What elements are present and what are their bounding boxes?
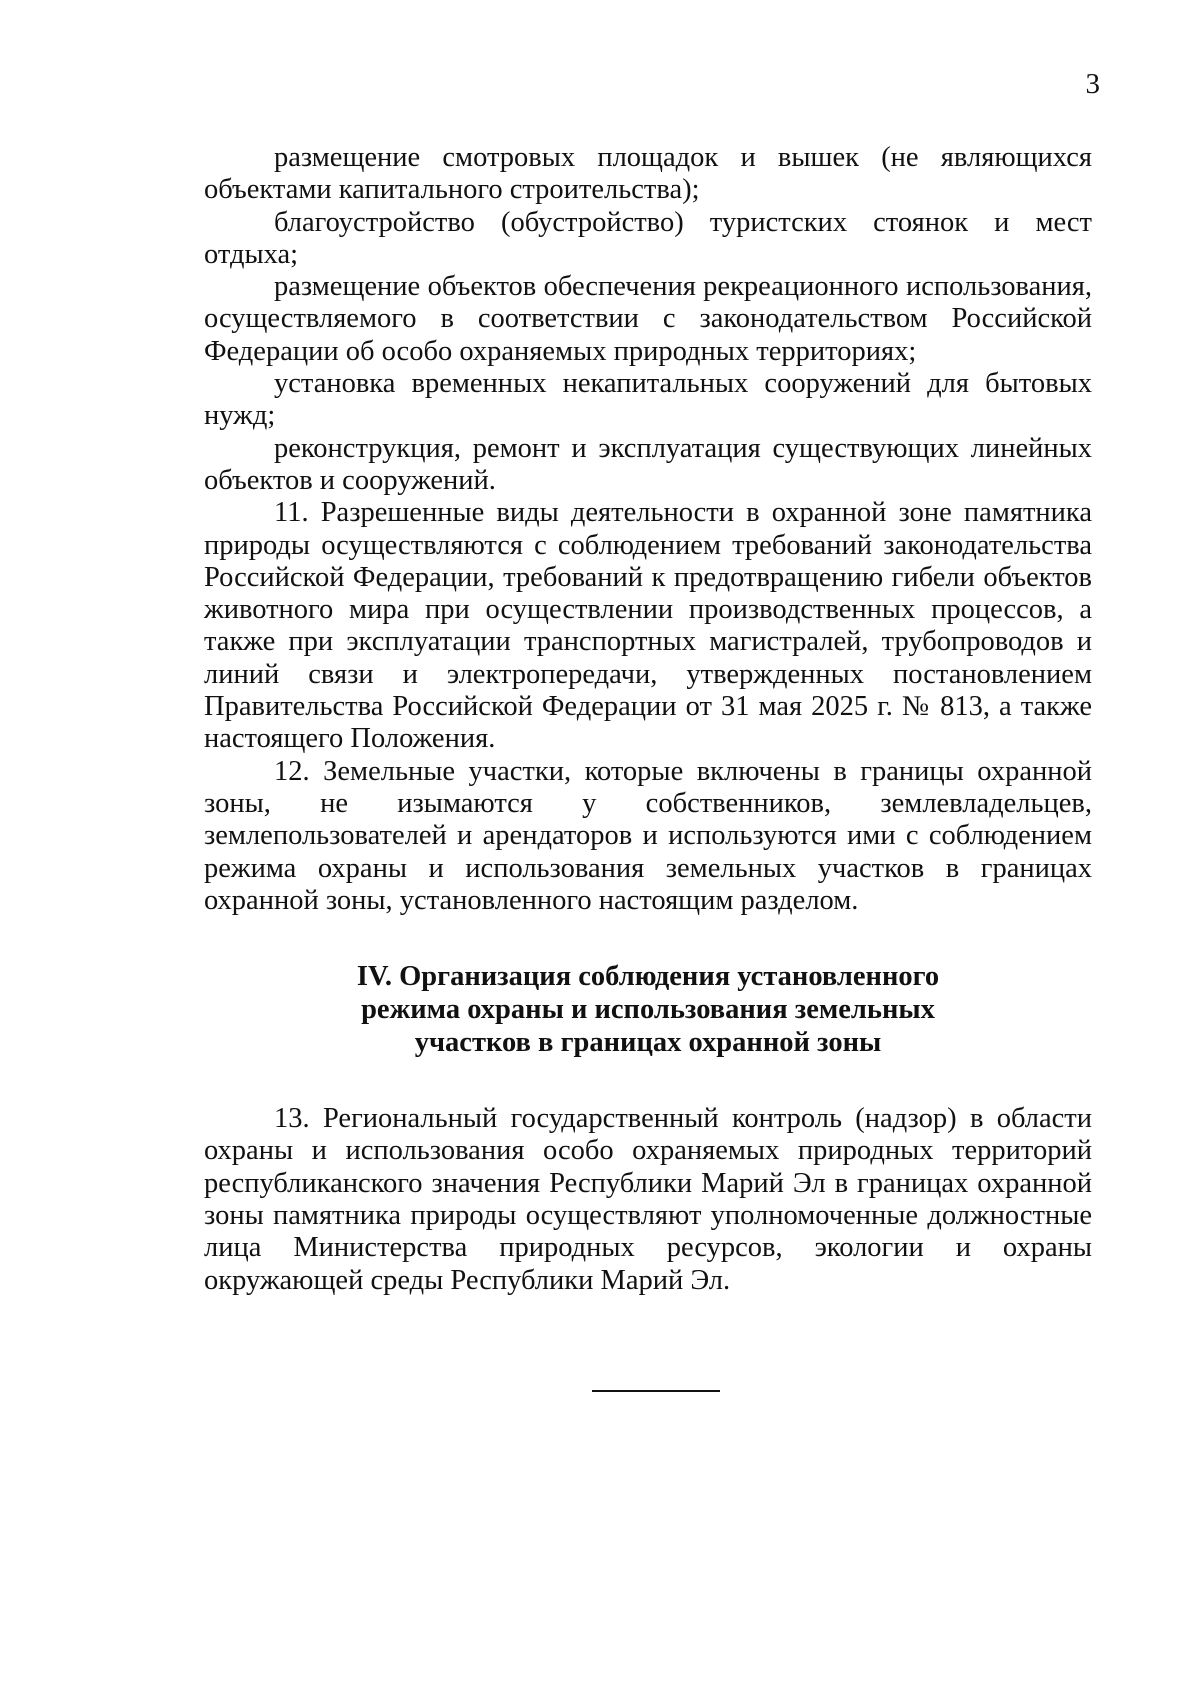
section-heading-line: IV. Организация соблюдения установленного [356,961,940,993]
paragraph-item-11: 11. Разрешенные виды деятельности в охранной зоне памятника природы осуществляются с соблюдением требований законодательства Российской Федерации, требований к предотвращению гибели объектов животного мира при осуществлении производственных процессов, а также при эксплуатации транспортных магистралей, трубопроводов и линий связи и электропередачи, утвержденных постановлением Правительства Российской Федерации от 31 мая 2025 г. № 813, а также настоящего Положения. [204,497,1092,755]
paragraph-linear-objects: реконструкция, ремонт и эксплуатация существующих линейных объектов и сооружений. [204,432,1092,496]
section-heading-line: режима охраны и использования земельных [361,994,935,1026]
page-number: 3 [1085,68,1100,100]
paragraph-item-12: 12. Земельные участки, которые включены в границы охранной зоны, не изымаются у собственников, землевладельцев, землепользователей и арендаторов и используются ими с соблюдением режима охраны и использования земельных участков в границах охранной зоны, установленного настоящим разделом. [204,755,1092,916]
document-body [204,142,1092,1297]
paragraph-recreation-objects: размещение объектов обеспечения рекреационного использования, осуществляемого в соответствии с законодательством Российской Федерации об особо охраняемых природных территориях; [204,271,1092,367]
paragraph-item-13: 13. Региональный государственный контроль (надзор) в области охраны и использования особо охраняемых природных территорий республиканского значения Республики Марий Эл в границах охранной зоны памятника природы осуществляют уполномоченные должностные лица Министерства природных ресурсов, экологии и охраны окружающей среды Республики Марий Эл. [204,1103,1092,1296]
section-heading-line: участков в границах охранной зоны [414,1027,882,1059]
section-heading [204,960,1092,1059]
end-of-document-rule [592,1390,720,1392]
paragraph-tourist-sites: благоустройство (обустройство) туристских стоянок и мест отдыха; [204,206,1092,270]
paragraph-observation-platforms: размещение смотровых площадок и вышек (не являющихся объектами капитального строительства); [204,142,1092,206]
paragraph-temporary-structures: установка временных некапитальных сооружений для бытовых нужд; [204,368,1092,432]
